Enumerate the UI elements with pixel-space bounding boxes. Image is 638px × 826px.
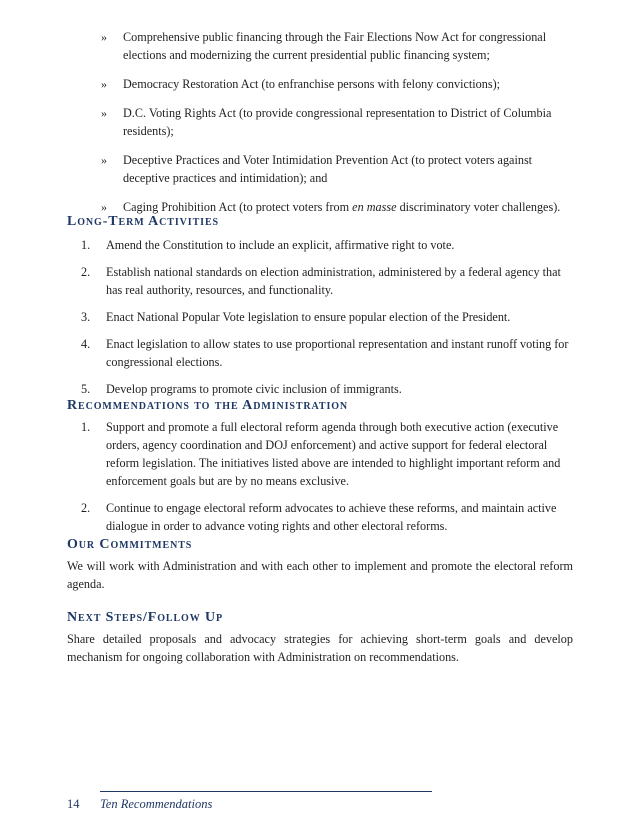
list-item bbox=[95, 104, 575, 140]
section-heading-long-term: Long-Term Activities bbox=[67, 214, 219, 229]
recommendations-list bbox=[67, 418, 577, 544]
list-item bbox=[67, 263, 577, 299]
list-item-text: Comprehensive public financing through the Fair Elections Now Act for congressional elections and modernizing the current presidential public financing system; bbox=[123, 30, 547, 62]
item-number: 4. bbox=[81, 337, 91, 351]
item-number: 5. bbox=[81, 382, 91, 396]
list-item-text: Develop programs to promote civic inclusion of immigrants. bbox=[106, 382, 402, 396]
item-number: 1. bbox=[81, 238, 91, 252]
commitments-paragraph: We will work with Administration and with each other to implement and promote the electoral reform agenda. bbox=[67, 559, 573, 591]
item-number: 2. bbox=[81, 501, 91, 515]
list-item bbox=[67, 418, 577, 490]
bullet-marker: » bbox=[101, 200, 107, 214]
list-item-text: Enact legislation to allow states to use proportional representation and instant runoff voting for congressional elections. bbox=[106, 337, 569, 369]
bullet-list bbox=[95, 28, 575, 227]
list-item bbox=[67, 380, 577, 398]
list-item bbox=[67, 499, 577, 535]
list-item-text: D.C. Voting Rights Act (to provide congressional representation to District of Columbia residents); bbox=[123, 106, 552, 138]
list-item-text: Democracy Restoration Act (to enfranchise persons with felony convictions); bbox=[123, 77, 501, 91]
bullet-marker: » bbox=[101, 106, 107, 120]
section-heading-commitments: Our Commitments bbox=[67, 537, 193, 552]
long-term-list bbox=[67, 236, 577, 407]
section-heading-next-steps: Next Steps/Follow Up bbox=[67, 610, 224, 625]
list-item bbox=[95, 151, 575, 187]
list-item bbox=[95, 28, 575, 64]
item-number: 3. bbox=[81, 310, 91, 324]
list-item bbox=[67, 335, 577, 371]
list-item-text: Establish national standards on election administration, administered by a federal agency that has real authority, resources, and functionality. bbox=[106, 265, 561, 297]
list-item-text: Enact National Popular Vote legislation to ensure popular election of the President. bbox=[106, 310, 511, 324]
item-number: 2. bbox=[81, 265, 91, 279]
list-item-text: Caging Prohibition Act (to protect voters from bbox=[123, 200, 353, 214]
bullet-marker: » bbox=[101, 30, 107, 44]
next-steps-paragraph: Share detailed proposals and advocacy strategies for achieving short-term goals and develop mechanism for ongoing collaboration with Administration on recommendations. bbox=[67, 632, 573, 664]
item-number: 1. bbox=[81, 420, 91, 434]
footer-title: Ten Recommendations bbox=[100, 797, 213, 811]
list-item-text: Support and promote a full electoral reform agenda through both executive action (executive orders, agency coordination and DOJ enforcement) and active support for federal electoral reform legislation. The initiatives listed above are intended to highlight important reform and enforcement goals but are by no means exclusive. bbox=[106, 420, 561, 488]
bullet-marker: » bbox=[101, 153, 107, 167]
list-item-text: Deceptive Practices and Voter Intimidation Prevention Act (to protect voters against deceptive practices and intimidation); and bbox=[123, 153, 533, 185]
list-item bbox=[67, 308, 577, 326]
section-heading-recommendations: Recommendations to the Administration bbox=[67, 398, 349, 413]
list-item bbox=[67, 236, 577, 254]
list-item-text: discriminatory voter challenges). bbox=[396, 200, 561, 214]
list-item bbox=[95, 75, 575, 93]
bullet-marker: » bbox=[101, 77, 107, 91]
emphasis-text: en masse bbox=[352, 200, 397, 214]
list-item-text: Amend the Constitution to include an explicit, affirmative right to vote. bbox=[106, 238, 455, 252]
page-number: 14 bbox=[67, 797, 80, 811]
list-item-text: Continue to engage electoral reform advocates to achieve these reforms, and maintain active dialogue in order to advance voting rights and other electoral reforms. bbox=[106, 501, 557, 533]
footer-divider bbox=[100, 791, 432, 792]
